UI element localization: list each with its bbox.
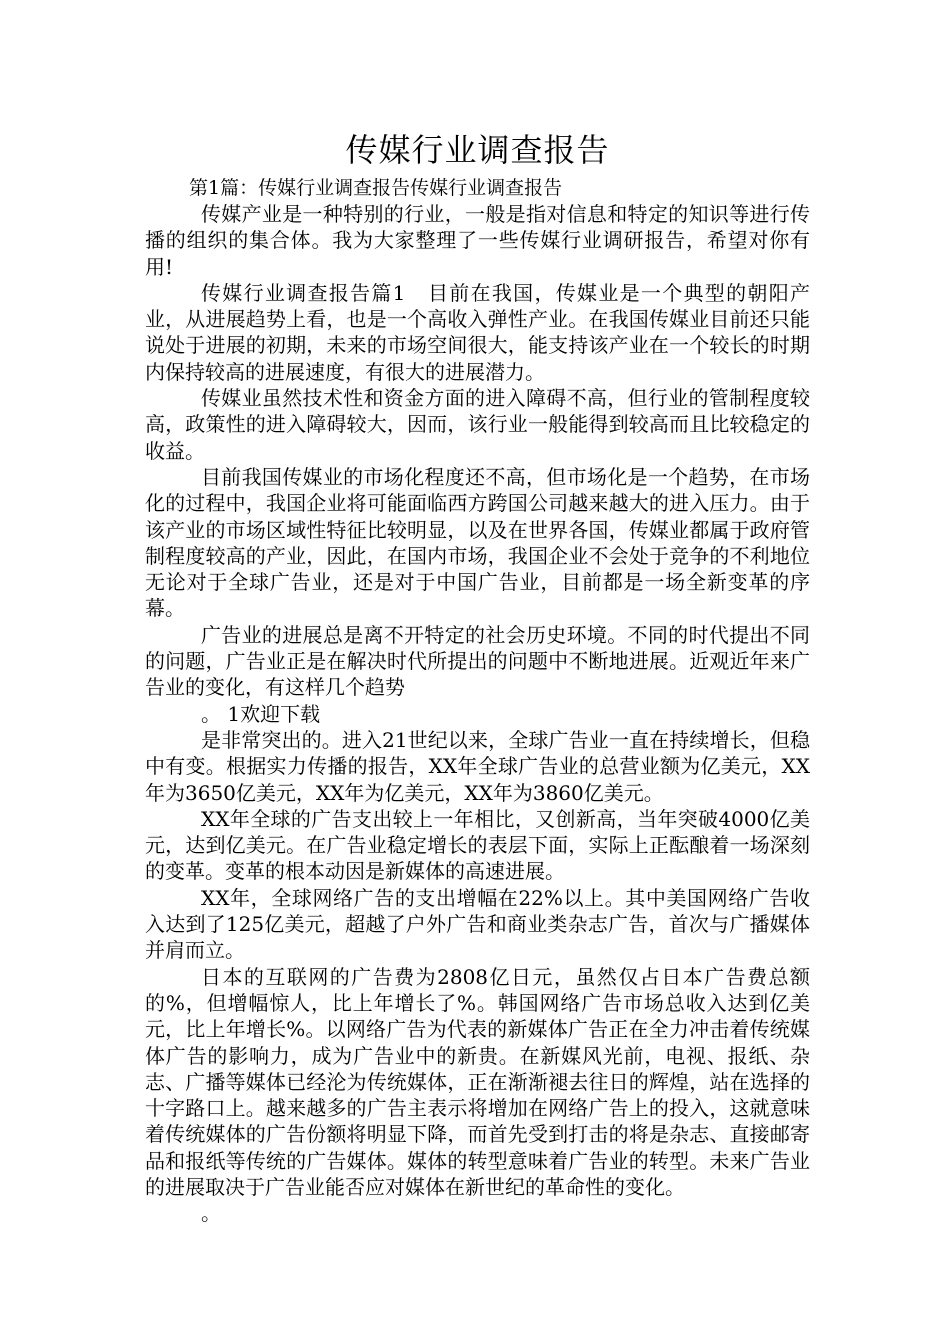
document-body [145, 201, 810, 1227]
paragraph-global-growth: 是非常突出的。进入21世纪以来，全球广告业一直在持续增长，但稳中有变。根据实力传播的报告，XX年全球广告业的总营业额为亿美元，XX年为3650亿美元，XX年为亿美元，XX年为3860亿美元。 [145, 727, 810, 805]
paragraph-report-1: 传媒行业调查报告篇1 目前在我国，传媒业是一个典型的朝阳产业，从进展趋势上看，也是一个高收入弹性产业。在我国传媒业目前还只能说处于进展的初期，未来的市场空间很大，能支持该产业在一个较长的时期内保持较高的进展速度，有很大的进展潜力。 [145, 280, 810, 384]
paragraph-japan-korea: 日本的互联网的广告费为2808亿日元，虽然仅占日本广告费总额的%，但增幅惊人，比上年增长了%。韩国网络广告市场总收入达到亿美元，比上年增长%。以网络广告为代表的新媒体广告正在全力冲击着传统媒体广告的影响力，成为广告业中的新贵。在新媒风光前，电视、报纸、杂志、广播等媒体已经沦为传统媒体，正在渐渐褪去往日的辉煌，站在选择的十字路口上。越来越多的广告主表示将增加在网络广告上的投入，这就意味着传统媒体的广告份额将明显下降，而首先受到打击的将是杂志、直接邮寄品和报纸等传统的广告媒体。媒体的转型意味着广告业的转型。未来广告业的进展取决于广告业能否应对媒体在新世纪的革命性的变化。 [145, 964, 810, 1199]
paragraph-entry-barriers: 传媒业虽然技术性和资金方面的进入障碍不高，但行业的管制程度较高，政策性的进入障碍较大，因而，该行业一般能得到较高而且比较稳定的收益。 [145, 386, 810, 463]
section-heading: 第1篇：传媒行业调查报告传媒行业调查报告 [189, 177, 563, 199]
paragraph-online-ads: XX年，全球网络广告的支出增幅在22%以上。其中美国网络广告收入达到了125亿美元，超越了户外广告和商业类杂志广告，首次与广播媒体并肩而立。 [145, 885, 810, 963]
paragraph-advertising-trends: 广告业的进展总是离不开特定的社会历史环境。不同的时代提出不同的问题，广告业正是在解决时代所提出的问题中不断地进展。近观近年来广告业的变化，有这样几个趋势 [145, 622, 810, 700]
paragraph-intro: 传媒产业是一种特别的行业，一般是指对信息和特定的知识等进行传播的组织的集合体。我为大家整理了一些传媒行业调研报告，希望对你有用! [145, 202, 810, 279]
paragraph-global-spending: XX年全球的广告支出较上一年相比，又创新高，当年突破4000亿美元，达到亿美元。在广告业稳定增长的表层下面，实际上正酝酿着一场深刻的变革。变革的根本动因是新媒体的高速进展。 [145, 806, 810, 884]
paragraph-end-mark: 。 [201, 1201, 221, 1226]
paragraph-marketization: 目前我国传媒业的市场化程度还不高，但市场化是一个趋势，在市场化的过程中，我国企业将可能面临西方跨国公司越来越大的进入压力。由于该产业的市场区域性特征比较明显，以及在世界各国，传媒业都属于政府管制程度较高的产业，因此，在国内市场，我国企业不会处于竞争的不利地位无论对于全球广告业，还是对于中国广告业，目前都是一场全新变革的序幕。 [145, 464, 810, 621]
document-title: 传媒行业调查报告 [345, 131, 610, 169]
paragraph-download-note: 。 1欢迎下载 [201, 701, 321, 726]
